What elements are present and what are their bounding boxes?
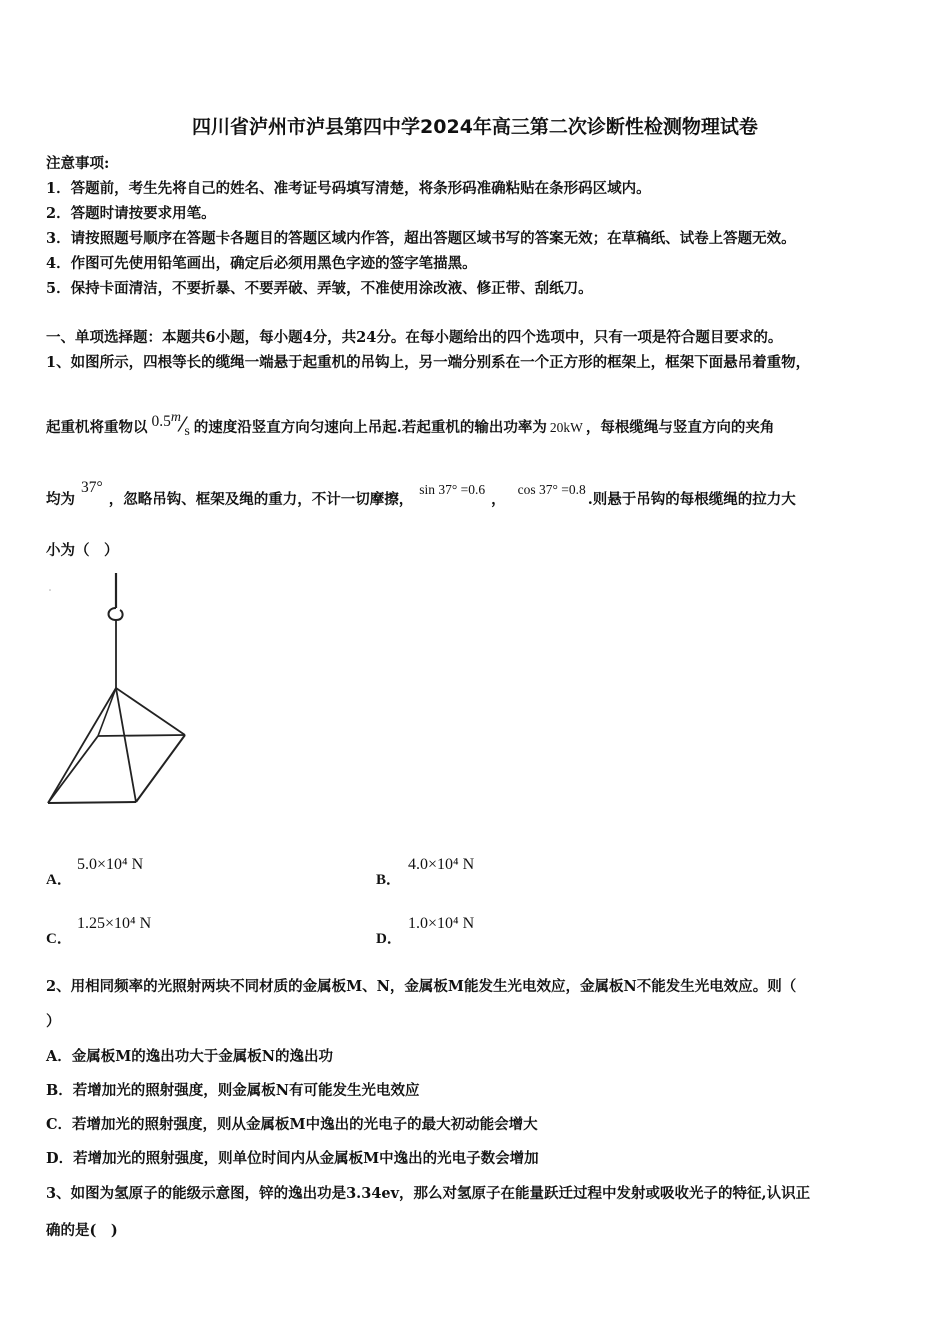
- q2-option-c: C．若增加光的照射强度，则从金属板M中逸出的光电子的最大初动能会增大: [46, 1116, 538, 1133]
- q3-line2: 确的是( ): [46, 1222, 118, 1239]
- q1-line2: 起重机将重物以 0.5m⁄s 的速度沿竖直方向匀速向上吊起.若起重机的输出功率为 20kW ，每根缆绳与竖直方向的夹角: [46, 410, 775, 439]
- option-b-label: B．: [376, 872, 402, 888]
- option-a-value: 5.0×10⁴ N: [77, 856, 144, 873]
- cos-value: cos 37° =0.8: [517, 482, 586, 497]
- q1-text: 均为: [46, 491, 75, 508]
- notice-item: 1．答题前，考生先将自己的姓名、准考证号码填写清楚，将条形码准确粘贴在条形码区域内。: [46, 180, 651, 197]
- q1-text: .则悬于吊钩的每根缆绳的拉力大: [587, 491, 796, 508]
- q1-line1: 1、如图所示，四根等长的缆绳一端悬于起重机的吊钩上，另一端分别系在一个正方形的框架上，框架下面悬吊着重物，: [46, 354, 811, 371]
- speed-unit-s: s: [184, 424, 190, 439]
- speed-unit-m: m: [170, 410, 181, 425]
- speed-value: 0.5: [151, 413, 171, 430]
- q1-line4: 小为（ ）: [46, 542, 119, 559]
- option-d-label: D．: [376, 931, 402, 947]
- notice-heading: 注意事项:: [46, 155, 110, 172]
- option-d-value: 1.0×10⁴ N: [408, 915, 475, 932]
- q1-text: ，忽略吊钩、框架及绳的重力，不计一切摩擦，: [108, 491, 414, 508]
- option-c-label: C．: [46, 931, 72, 947]
- angle-value: 37°: [81, 479, 103, 496]
- power-value: 20kW: [549, 420, 583, 435]
- sin-value: sin 37° =0.6: [419, 482, 486, 497]
- q2-option-a: A．金属板M的逸出功大于金属板N的逸出功: [46, 1048, 334, 1065]
- crane-hook-figure: [40, 570, 200, 810]
- notice-item: 5．保持卡面清洁，不要折暴、不要弄破、弄皱，不准使用涂改液、修正带、刮纸刀。: [46, 280, 593, 297]
- q1-line3: [46, 479, 796, 509]
- q2-option-d: D．若增加光的照射强度，则单位时间内从金属板M中逸出的光电子数会增加: [46, 1150, 539, 1167]
- option-c-value: 1.25×10⁴ N: [77, 915, 152, 932]
- q1-text: ，: [491, 491, 506, 508]
- section-heading: 一、单项选择题：本题共6小题，每小题4分，共24分。在每小题给出的四个选项中，只有一项是符合题目要求的。: [46, 329, 783, 346]
- q3-line1: 3、如图为氢原子的能级示意图，锌的逸出功是3.34ev，那么对氢原子在能量跃迁过程中发射或吸收光子的特征,认识正: [46, 1185, 811, 1202]
- notice-item: 4．作图可先使用铅笔画出，确定后必须用黑色字迹的签字笔描黑。: [46, 255, 477, 272]
- q2-line2: ）: [46, 1013, 61, 1030]
- q1-text: ，每根缆绳与竖直方向的夹角: [585, 419, 775, 436]
- notice-item: 3．请按照题号顺序在答题卡各题目的答题区域内作答，超出答题区域书写的答案无效；在草稿纸、试卷上答题无效。: [46, 230, 796, 247]
- option-a-label: A．: [46, 872, 72, 888]
- q1-text: 的速度沿竖直方向匀速向上吊起.若起重机的输出功率为: [193, 419, 547, 436]
- q2-line1: 2、用相同频率的光照射两块不同材质的金属板M、N，金属板M能发生光电效应，金属板N不能发生光电效应。则（: [46, 978, 797, 995]
- q1-text: 起重机将重物以: [46, 419, 148, 436]
- option-b-value: 4.0×10⁴ N: [408, 856, 475, 873]
- page-title: 四川省泸州市泸县第四中学2024年高三第二次诊断性检测物理试卷: [192, 116, 758, 138]
- q2-option-b: B．若增加光的照射强度，则金属板N有可能发生光电效应: [46, 1082, 420, 1099]
- notice-item: 2．答题时请按要求用笔。: [46, 205, 216, 222]
